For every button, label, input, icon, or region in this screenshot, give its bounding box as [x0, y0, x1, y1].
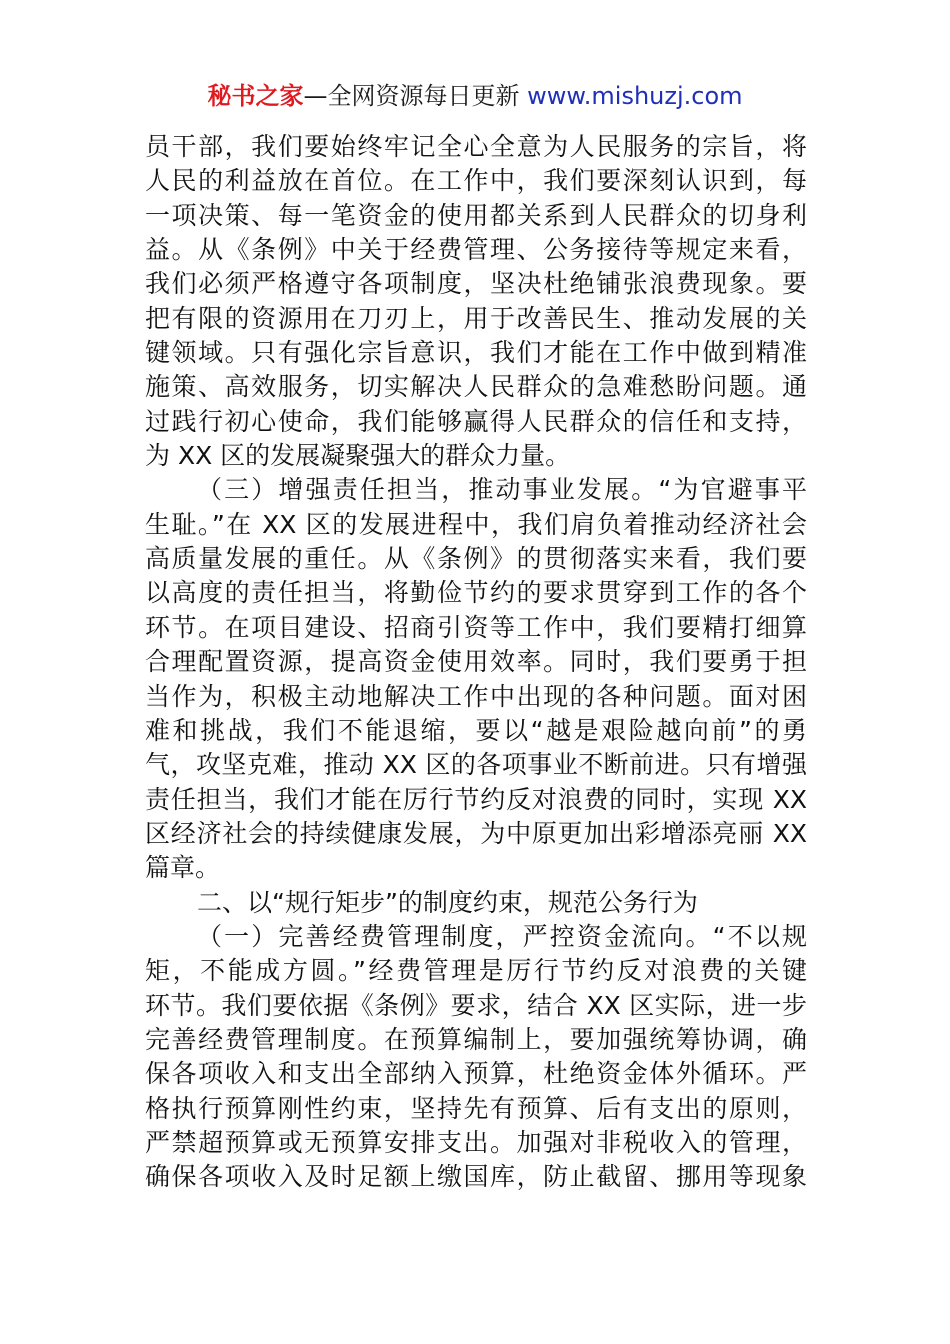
- text-line: 一项决策、每一笔资金的使用都关系到人民群众的切身利: [145, 200, 807, 230]
- text-line: 矩，不能成方圆。”经费管理是厉行节约反对浪费的关键: [145, 956, 807, 986]
- text-line: 以高度的责任担当，将勤俭节约的要求贯穿到工作的各个: [145, 578, 807, 608]
- text-line: 气，攻坚克难，推动 XX 区的各项事业不断前进。只有增强: [145, 750, 807, 780]
- text-line: 格执行预算刚性约束，坚持先有预算、后有支出的原则，: [145, 1093, 807, 1123]
- text-line: 当作为，积极主动地解决工作中出现的各种问题。面对困: [145, 681, 807, 711]
- text-line: 区经济社会的持续健康发展，为中原更加出彩增添亮丽 XX: [145, 818, 807, 848]
- site-brand: 秘书之家: [207, 82, 304, 110]
- text-line: 保各项收入和支出全部纳入预算，杜绝资金体外循环。严: [145, 1059, 807, 1089]
- text-line: 为 XX 区的发展凝聚强大的群众力量。: [145, 441, 571, 471]
- text-line: 把有限的资源用在刀刃上，用于改善民生、推动发展的关: [145, 303, 807, 333]
- text-line: 键领域。只有强化宗旨意识，我们才能在工作中做到精准: [145, 338, 807, 368]
- text-line: 益。从《条例》中关于经费管理、公务接待等规定来看，: [145, 235, 807, 265]
- text-line: 施策、高效服务，切实解决人民群众的急难愁盼问题。通: [145, 372, 807, 402]
- text-line: 高质量发展的重任。从《条例》的贯彻落实来看，我们要: [145, 544, 807, 574]
- chapter-heading-line: 二、以“规行矩步”的制度约束，规范公务行为: [197, 887, 698, 917]
- document-body: [145, 130, 807, 1195]
- site-slogan: —全网资源每日更新: [303, 82, 528, 110]
- text-line: 完善经费管理制度。在预算编制上，要加强统筹协调，确: [145, 1024, 807, 1054]
- text-line: 确保各项收入及时足额上缴国库，防止截留、挪用等现象: [145, 1162, 807, 1192]
- text-line: 难和挑战，我们不能退缩，要以“越是艰险越向前”的勇: [145, 715, 807, 745]
- text-line: 人民的利益放在首位。在工作中，我们要深刻认识到，每: [145, 166, 807, 196]
- text-line: 合理配置资源，提高资金使用效率。同时，我们要勇于担: [145, 647, 807, 677]
- text-line: 责任担当，我们才能在厉行节约反对浪费的同时，实现 XX: [145, 784, 807, 814]
- site-header: [0, 80, 950, 112]
- text-line: 过践行初心使命，我们能够赢得人民群众的信任和支持，: [145, 406, 807, 436]
- text-line: 我们必须严格遵守各项制度，坚决杜绝铺张浪费现象。要: [145, 269, 807, 299]
- text-line: 环节。在项目建设、招商引资等工作中，我们要精打细算: [145, 612, 807, 642]
- text-line: 生耻。”在 XX 区的发展进程中，我们肩负着推动经济社会: [145, 509, 807, 539]
- text-line: 员干部，我们要始终牢记全心全意为人民服务的宗旨，将: [145, 132, 807, 161]
- section-heading-line: （一）完善经费管理制度，严控资金流向。“不以规: [197, 921, 807, 951]
- text-line: 严禁超预算或无预算安排支出。加强对非税收入的管理，: [145, 1127, 807, 1157]
- text-line: 环节。我们要依据《条例》要求，结合 XX 区实际，进一步: [145, 990, 807, 1020]
- text-line: 篇章。: [145, 853, 221, 883]
- section-heading-line: （三）增强责任担当，推动事业发展。“为官避事平: [197, 475, 807, 505]
- site-url[interactable]: www.mishuzj.com: [527, 82, 743, 110]
